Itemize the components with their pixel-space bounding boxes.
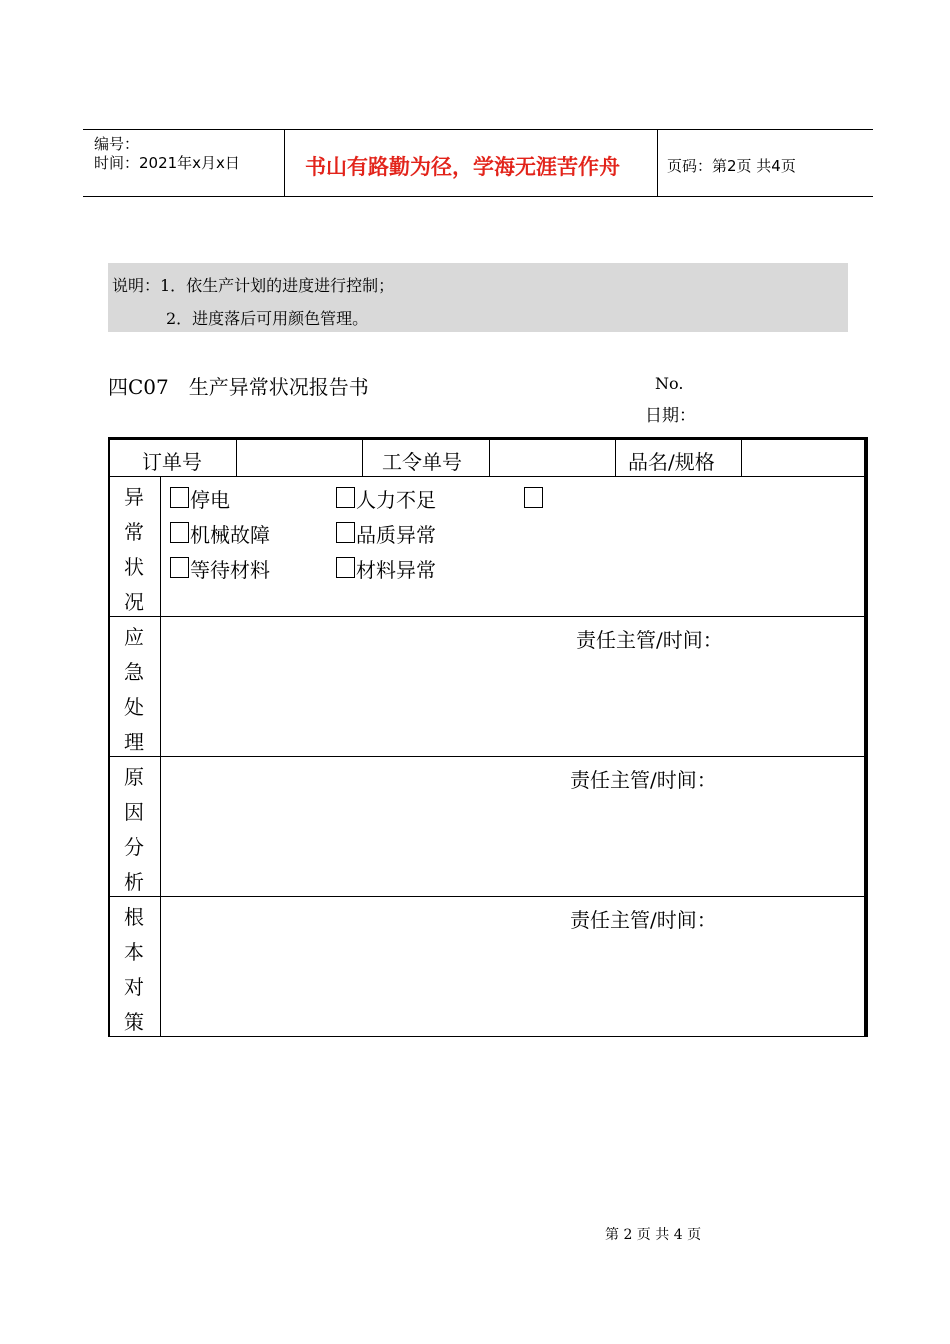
row-divider [110, 756, 864, 757]
label-char: 对 [124, 975, 144, 999]
note-line-2: 2．进度落后可用颜色管理。 [166, 309, 369, 328]
label-char: 应 [124, 625, 144, 649]
col-divider [362, 440, 363, 476]
label-char: 析 [124, 870, 144, 894]
cause-sign-label: 责任主管/时间： [570, 768, 717, 792]
form-title: 四C07 生产异常状况报告书 [108, 375, 369, 399]
emergency-sign-label: 责任主管/时间： [576, 628, 723, 652]
note-line-1: 说明：1．依生产计划的进度进行控制； [112, 276, 395, 295]
product-spec-field[interactable] [745, 442, 861, 472]
label-char: 理 [124, 730, 144, 754]
option-waiting-material: 等待材料 [190, 558, 270, 582]
label-char: 处 [124, 695, 144, 719]
form-date-label: 日期： [645, 406, 696, 426]
cause-analysis-field[interactable] [164, 760, 864, 892]
checkbox-staff-shortage[interactable] [336, 487, 355, 508]
work-order-no-field[interactable] [493, 442, 611, 472]
section-label-cause [124, 760, 148, 900]
header-top-rule [83, 129, 873, 130]
notes-box [108, 263, 848, 332]
option-quality-abnormal: 品质异常 [356, 523, 436, 547]
label-col-divider [160, 476, 161, 1036]
header-page-label: 页码：第2页 共4页 [667, 157, 796, 175]
section-label-emergency [124, 620, 148, 760]
footer-page-number: 第 2 页 共 4 页 [605, 1227, 702, 1243]
order-no-label: 订单号 [142, 450, 202, 474]
label-char: 常 [124, 520, 144, 544]
option-material-abnormal: 材料异常 [356, 558, 436, 582]
label-char: 分 [124, 835, 144, 859]
product-spec-label: 品名/规格 [628, 450, 715, 474]
section-label-countermeasure [124, 900, 148, 1040]
col-divider [741, 440, 742, 476]
abnormal-report-form [108, 437, 868, 1037]
header-divider-right [657, 129, 658, 196]
option-machine-failure: 机械故障 [190, 523, 270, 547]
form-no-label: No. [655, 374, 684, 393]
col-divider [236, 440, 237, 476]
emergency-handling-field[interactable] [164, 620, 864, 752]
label-char: 况 [124, 590, 144, 614]
label-char: 根 [124, 905, 144, 929]
label-char: 状 [124, 555, 144, 579]
work-order-no-label: 工令单号 [382, 450, 462, 474]
header-motto: 书山有路勤为径，学海无涯苦作舟 [305, 155, 620, 179]
checkbox-quality-abnormal[interactable] [336, 522, 355, 543]
label-char: 策 [124, 1010, 144, 1034]
checkbox-material-abnormal[interactable] [336, 557, 355, 578]
label-char: 本 [124, 940, 144, 964]
countermeasure-field[interactable] [164, 900, 864, 1032]
header-code-label: 编号： [94, 135, 140, 153]
header-divider-left [284, 129, 285, 196]
checkbox-machine-failure[interactable] [170, 522, 189, 543]
header-bottom-rule [83, 196, 873, 197]
col-divider [615, 440, 616, 476]
row-divider [110, 896, 864, 897]
option-power-outage: 停电 [190, 488, 230, 512]
label-char: 因 [124, 800, 144, 824]
header-time-label: 时间：2021年x月x日 [94, 154, 240, 172]
checkbox-other[interactable] [524, 487, 543, 508]
row-divider [110, 476, 864, 477]
option-staff-shortage: 人力不足 [356, 488, 436, 512]
col-divider [489, 440, 490, 476]
label-char: 急 [124, 660, 144, 684]
label-char: 异 [124, 485, 144, 509]
label-char: 原 [124, 765, 144, 789]
checkbox-waiting-material[interactable] [170, 557, 189, 578]
section-label-abnormal [124, 480, 148, 620]
order-no-field[interactable] [240, 442, 358, 472]
checkbox-power-outage[interactable] [170, 487, 189, 508]
countermeasure-sign-label: 责任主管/时间： [570, 908, 717, 932]
row-divider [110, 616, 864, 617]
